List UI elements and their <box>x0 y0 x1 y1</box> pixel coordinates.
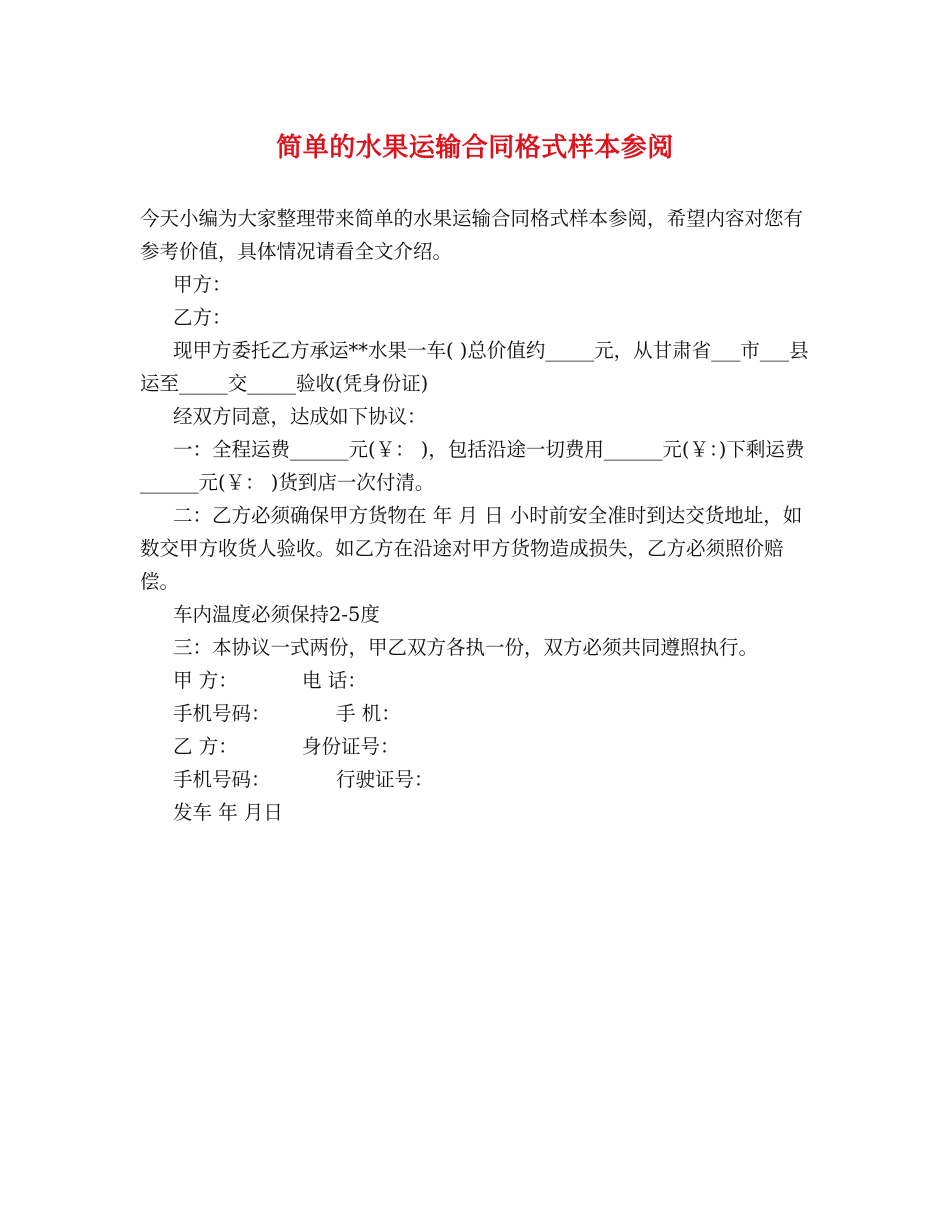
signature-label-party-b-mobile-number: 手机号码： <box>173 768 271 791</box>
temperature-line: 车内温度必须保持2-5度 <box>173 603 380 626</box>
party-a-line: 甲方： <box>173 273 232 296</box>
intro-paragraph: 今天小编为大家整理带来简单的水果运输合同格式样本参阅，希望内容对您有参考价值，具体情况请看全文介绍。 <box>140 207 804 263</box>
departure-date-line: 发车 年 月日 <box>173 801 283 824</box>
signature-label-party-a-mobile-number: 手机号码： <box>173 702 271 725</box>
document-title: 简单的水果运输合同格式样本参阅 <box>276 133 674 163</box>
agreement-paragraph: 经双方同意，达成如下协议： <box>173 405 427 428</box>
signature-label-driving-license: 行驶证号： <box>336 768 434 791</box>
document-body <box>140 202 815 829</box>
signature-label-party-a: 甲 方： <box>173 669 238 692</box>
signature-row-party-b <box>140 730 815 763</box>
signature-label-telephone: 电 话： <box>302 669 367 692</box>
signature-label-mobile: 手 机： <box>336 702 401 725</box>
signature-row-party-a-mobile <box>140 697 815 730</box>
signature-row-party-b-mobile <box>140 763 815 796</box>
clause-1-paragraph: 一：全程运费______元(￥： )，包括沿途一切费用______元(￥：)下剩运费______元(￥： )货到店一次付清。 <box>140 438 805 494</box>
commission-paragraph: 现甲方委托乙方承运**水果一车( )总价值约_____元，从甘肃省___市___县运至_____交_____验收(凭身份证) <box>140 339 809 395</box>
clause-2-paragraph: 二：乙方必须确保甲方货物在 年 月 日 小时前安全准时到达交货地址，如数交甲方收货人验收。如乙方在沿途对甲方货物造成损失，乙方必须照价赔偿。 <box>140 504 803 593</box>
signature-label-party-b: 乙 方： <box>173 735 238 758</box>
signature-label-id-number: 身份证号： <box>302 735 400 758</box>
signature-row-party-a <box>140 664 815 697</box>
clause-3-paragraph: 三：本协议一式两份，甲乙双方各执一份，双方必须共同遵照执行。 <box>173 636 759 659</box>
party-b-line: 乙方： <box>173 306 232 329</box>
